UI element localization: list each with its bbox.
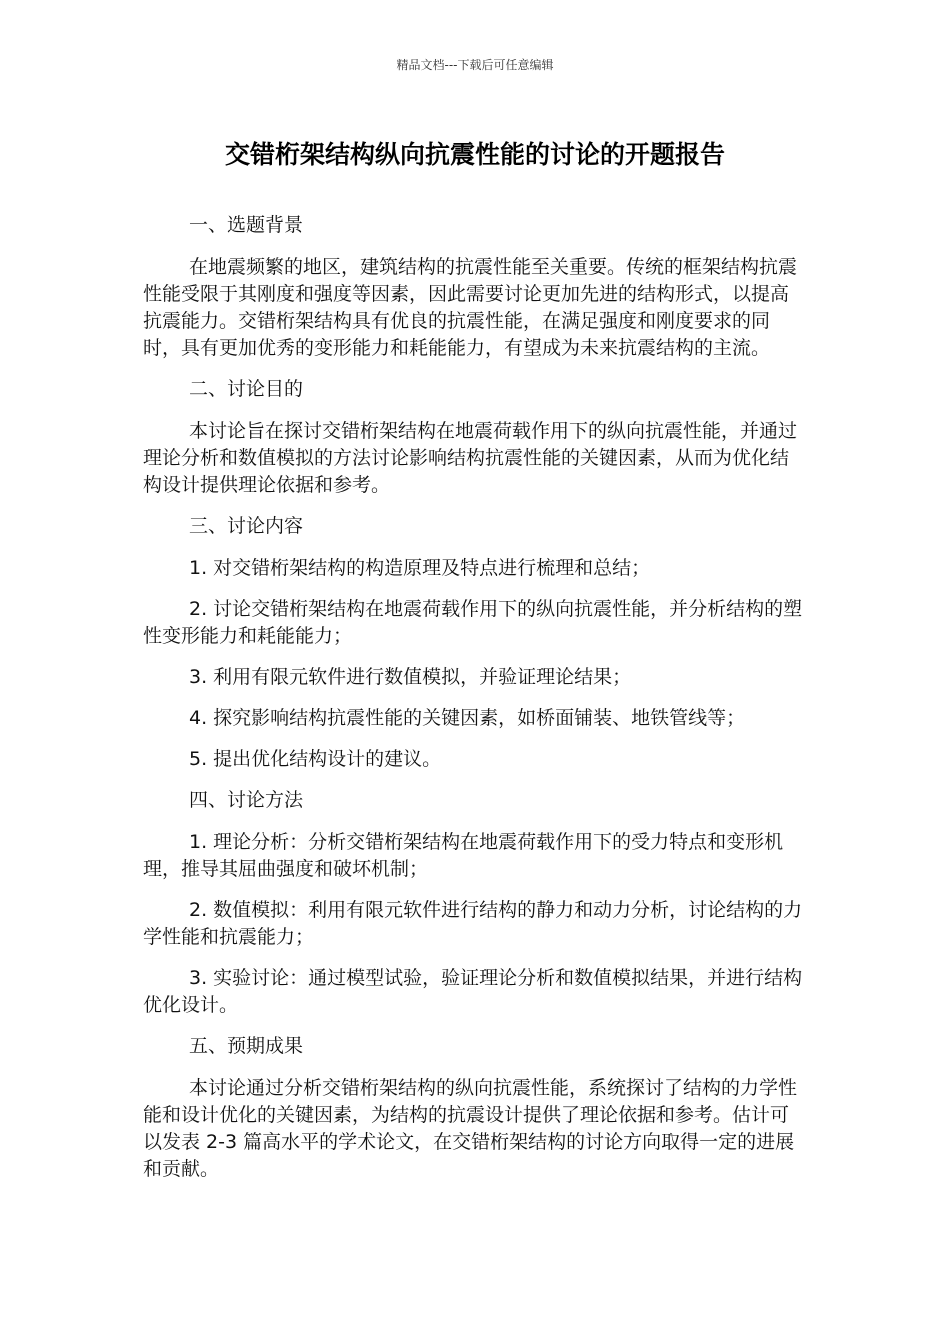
paragraph: 在地震频繁的地区，建筑结构的抗震性能至关重要。传统的框架结构抗震性能受限于其刚度和强度等因素，因此需要讨论更加先进的结构形式，以提高抗震能力。交错桁架结构具有优良的抗震性能，在满足强度和刚度要求的同时，具有更加优秀的变形能力和耗能能力，有望成为未来抗震结构的主流。 bbox=[143, 256, 798, 359]
section-purpose bbox=[143, 376, 803, 499]
list-item: 5. 提出优化结构设计的建议。 bbox=[189, 748, 442, 770]
paragraph: 本讨论通过分析交错桁架结构的纵向抗震性能，系统探讨了结构的力学性能和设计优化的关键因素，为结构的抗震设计提供了理论依据和参考。估计可以发表 2-3 篇高水平的学术论文，在交错桁架结构的讨论方向取得一定的进展和贡献。 bbox=[143, 1077, 798, 1180]
list-item: 4. 探究影响结构抗震性能的关键因素，如桥面铺装、地铁管线等； bbox=[189, 707, 746, 729]
list-item: 3. 实验讨论：通过模型试验，验证理论分析和数值模拟结果，并进行结构优化设计。 bbox=[143, 967, 803, 1016]
paragraph: 本讨论旨在探讨交错桁架结构在地震荷载作用下的纵向抗震性能，并通过理论分析和数值模拟的方法讨论影响结构抗震性能的关键因素，从而为优化结构设计提供理论依据和参考。 bbox=[143, 420, 798, 496]
section-heading: 二、讨论目的 bbox=[189, 378, 304, 400]
document-body bbox=[143, 212, 803, 1197]
section-content bbox=[143, 513, 803, 773]
section-expected bbox=[143, 1033, 803, 1183]
section-method bbox=[143, 787, 803, 1019]
document-title: 交错桁架结构纵向抗震性能的讨论的开题报告 bbox=[224, 140, 725, 169]
list-item: 1. 理论分析：分析交错桁架结构在地震荷载作用下的受力特点和变形机理，推导其屈曲强度和破坏机制； bbox=[143, 831, 784, 880]
section-heading: 三、讨论内容 bbox=[189, 515, 304, 537]
list-item: 1. 对交错桁架结构的构造原理及特点进行梳理和总结； bbox=[189, 557, 651, 579]
section-heading: 五、预期成果 bbox=[189, 1035, 304, 1057]
page-header: 精品文档---下载后可任意编辑 bbox=[396, 58, 554, 72]
section-heading: 四、讨论方法 bbox=[189, 789, 304, 811]
list-item: 2. 数值模拟：利用有限元软件进行结构的静力和动力分析，讨论结构的力学性能和抗震能力； bbox=[143, 899, 803, 948]
section-heading: 一、选题背景 bbox=[189, 214, 304, 236]
section-background bbox=[143, 212, 803, 362]
list-item: 2. 讨论交错桁架结构在地震荷载作用下的纵向抗震性能，并分析结构的塑性变形能力和耗能能力； bbox=[143, 598, 803, 647]
list-item: 3. 利用有限元软件进行数值模拟，并验证理论结果； bbox=[189, 666, 632, 688]
